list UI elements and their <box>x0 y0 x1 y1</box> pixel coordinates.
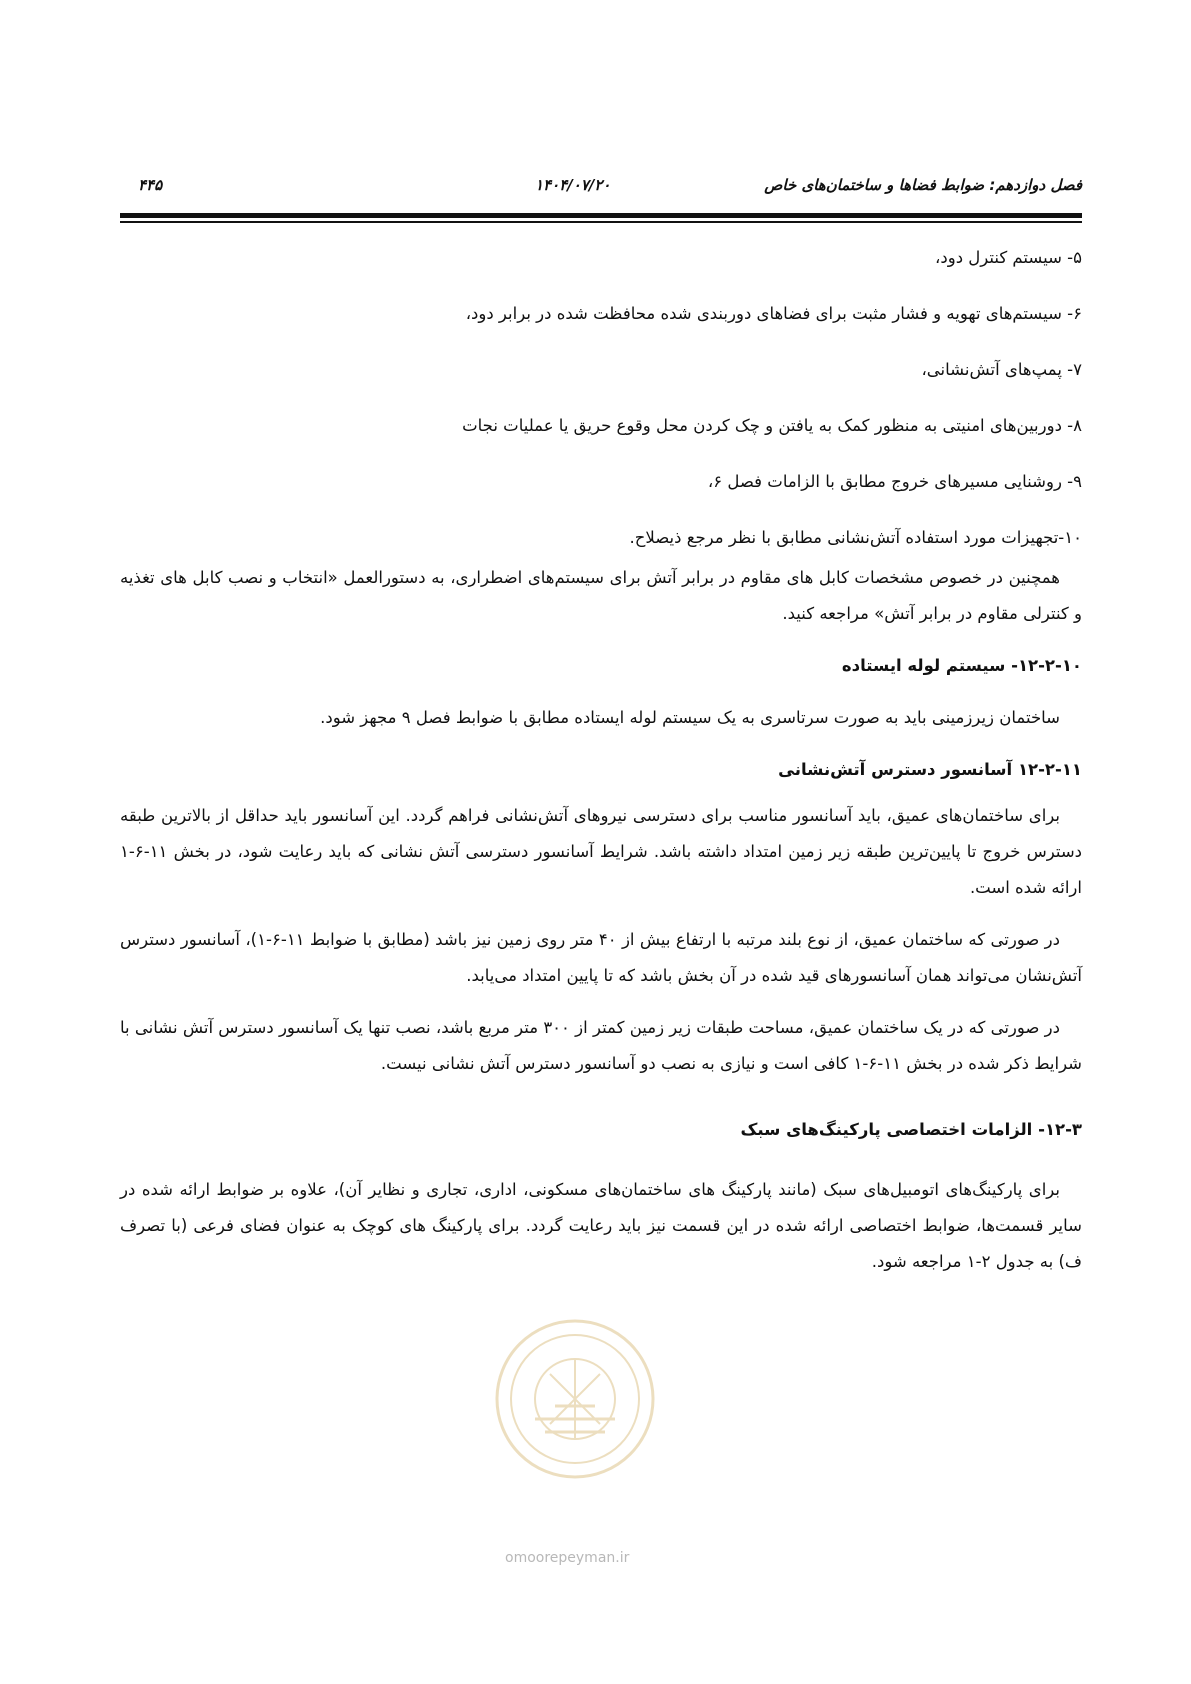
section-paragraph: برای ساختمان‌های عمیق، باید آسانسور مناسب برای دسترسی نیروهای آتش‌نشانی فراهم گردد. این آسانسور باید حداقل از بالاترین طبقه دسترس خروج تا پایین‌ترین طبقه زیر زمین امتداد داشته باشد. شرایط آسانسور دسترسی آتش نشانی که باید رعایت شود، در بخش ۱۱-۶-۱ ارائه شده است. <box>120 806 1082 897</box>
list-item: ۱۰-تجهیزات مورد استفاده آتش‌نشانی مطابق با نظر مرجع ذیصلاح. <box>629 528 1082 547</box>
section-heading-12-2-10: ۱۲-۲-۱۰- سیستم لوله ایستاده <box>841 656 1082 675</box>
page-header <box>120 176 1082 204</box>
header-rule-thin <box>120 221 1082 223</box>
list-item: ۵- سیستم کنترل دود، <box>935 248 1082 267</box>
section-heading-12-3: ۱۲-۳- الزامات اختصاصی پارکینگ‌های سبک <box>740 1120 1082 1139</box>
chapter-title: فصل دوازدهم: ضوابط فضاها و ساختمان‌های خاص <box>764 176 1082 194</box>
section-paragraph: ساختمان زیرزمینی باید به صورت سرتاسری به یک سیستم لوله ایستاده مطابق با ضوابط فصل ۹ مجهز شود. <box>320 708 1060 727</box>
header-rule-thick <box>120 213 1082 218</box>
list-item: ۷- پمپ‌های آتش‌نشانی، <box>921 360 1082 379</box>
section-paragraph: در صورتی که ساختمان عمیق، از نوع بلند مرتبه با ارتفاع بیش از ۴۰ متر روی زمین نیز باشد (مطابق با ضوابط ۱۱-۶-۱)، آسانسور دسترس آتش‌نشان می‌تواند همان آسانسورهای قید شده در آن بخش باشد که تا پایین امتداد می‌یابد. <box>120 930 1082 985</box>
cable-paragraph: همچنین در خصوص مشخصات کابل های مقاوم در برابر آتش برای سیستم‌های اضطراری، به دستورالعمل «انتخاب و نصب کابل های تغذیه و کنترلی مقاوم در برابر آتش» مراجعه کنید. <box>120 568 1082 623</box>
list-item: ۸- دوربین‌های امنیتی به منظور کمک به یافتن و چک کردن محل وقوع حریق یا عملیات نجات <box>462 416 1082 435</box>
section-heading-12-2-11: ۱۲-۲-۱۱ آسانسور دسترس آتش‌نشانی <box>778 760 1082 779</box>
list-item: ۶- سیستم‌های تهویه و فشار مثبت برای فضاهای دوربندی شده محافظت شده در برابر دود، <box>465 304 1082 323</box>
page-number: ۴۴۵ <box>138 176 163 194</box>
header-date: ۱۴۰۴/۰۷/۲۰ <box>535 176 611 194</box>
page-content <box>120 240 1082 1280</box>
watermark-seal-icon <box>490 1314 660 1484</box>
list-item: ۹- روشنایی مسیرهای خروج مطابق با الزامات فصل ۶، <box>707 472 1082 491</box>
watermark-url: omoorepeyman.ir <box>505 1550 630 1566</box>
section-paragraph: در صورتی که در یک ساختمان عمیق، مساحت طبقات زیر زمین کمتر از ۳۰۰ متر مربع باشد، نصب تنها یک آسانسور دسترس آتش نشانی با شرایط ذکر شده در بخش ۱۱-۶-۱ کافی است و نیازی به نصب دو آسانسور دسترس آتش نشانی نیست. <box>120 1018 1082 1073</box>
section-paragraph: برای پارکینگ‌های اتومبیل‌های سبک (مانند پارکینگ های ساختمان‌های مسکونی، اداری، تجاری و نظایر آن)، علاوه بر ضوابط ارائه شده در سایر قسمت‌ها، ضوابط اختصاصی ارائه شده در این قسمت نیز باید رعایت گردد. برای پارکینگ های کوچک به عنوان فضای فرعی (با تصرف ف) به جدول ۲-۱ مراجعه شود. <box>120 1180 1082 1271</box>
